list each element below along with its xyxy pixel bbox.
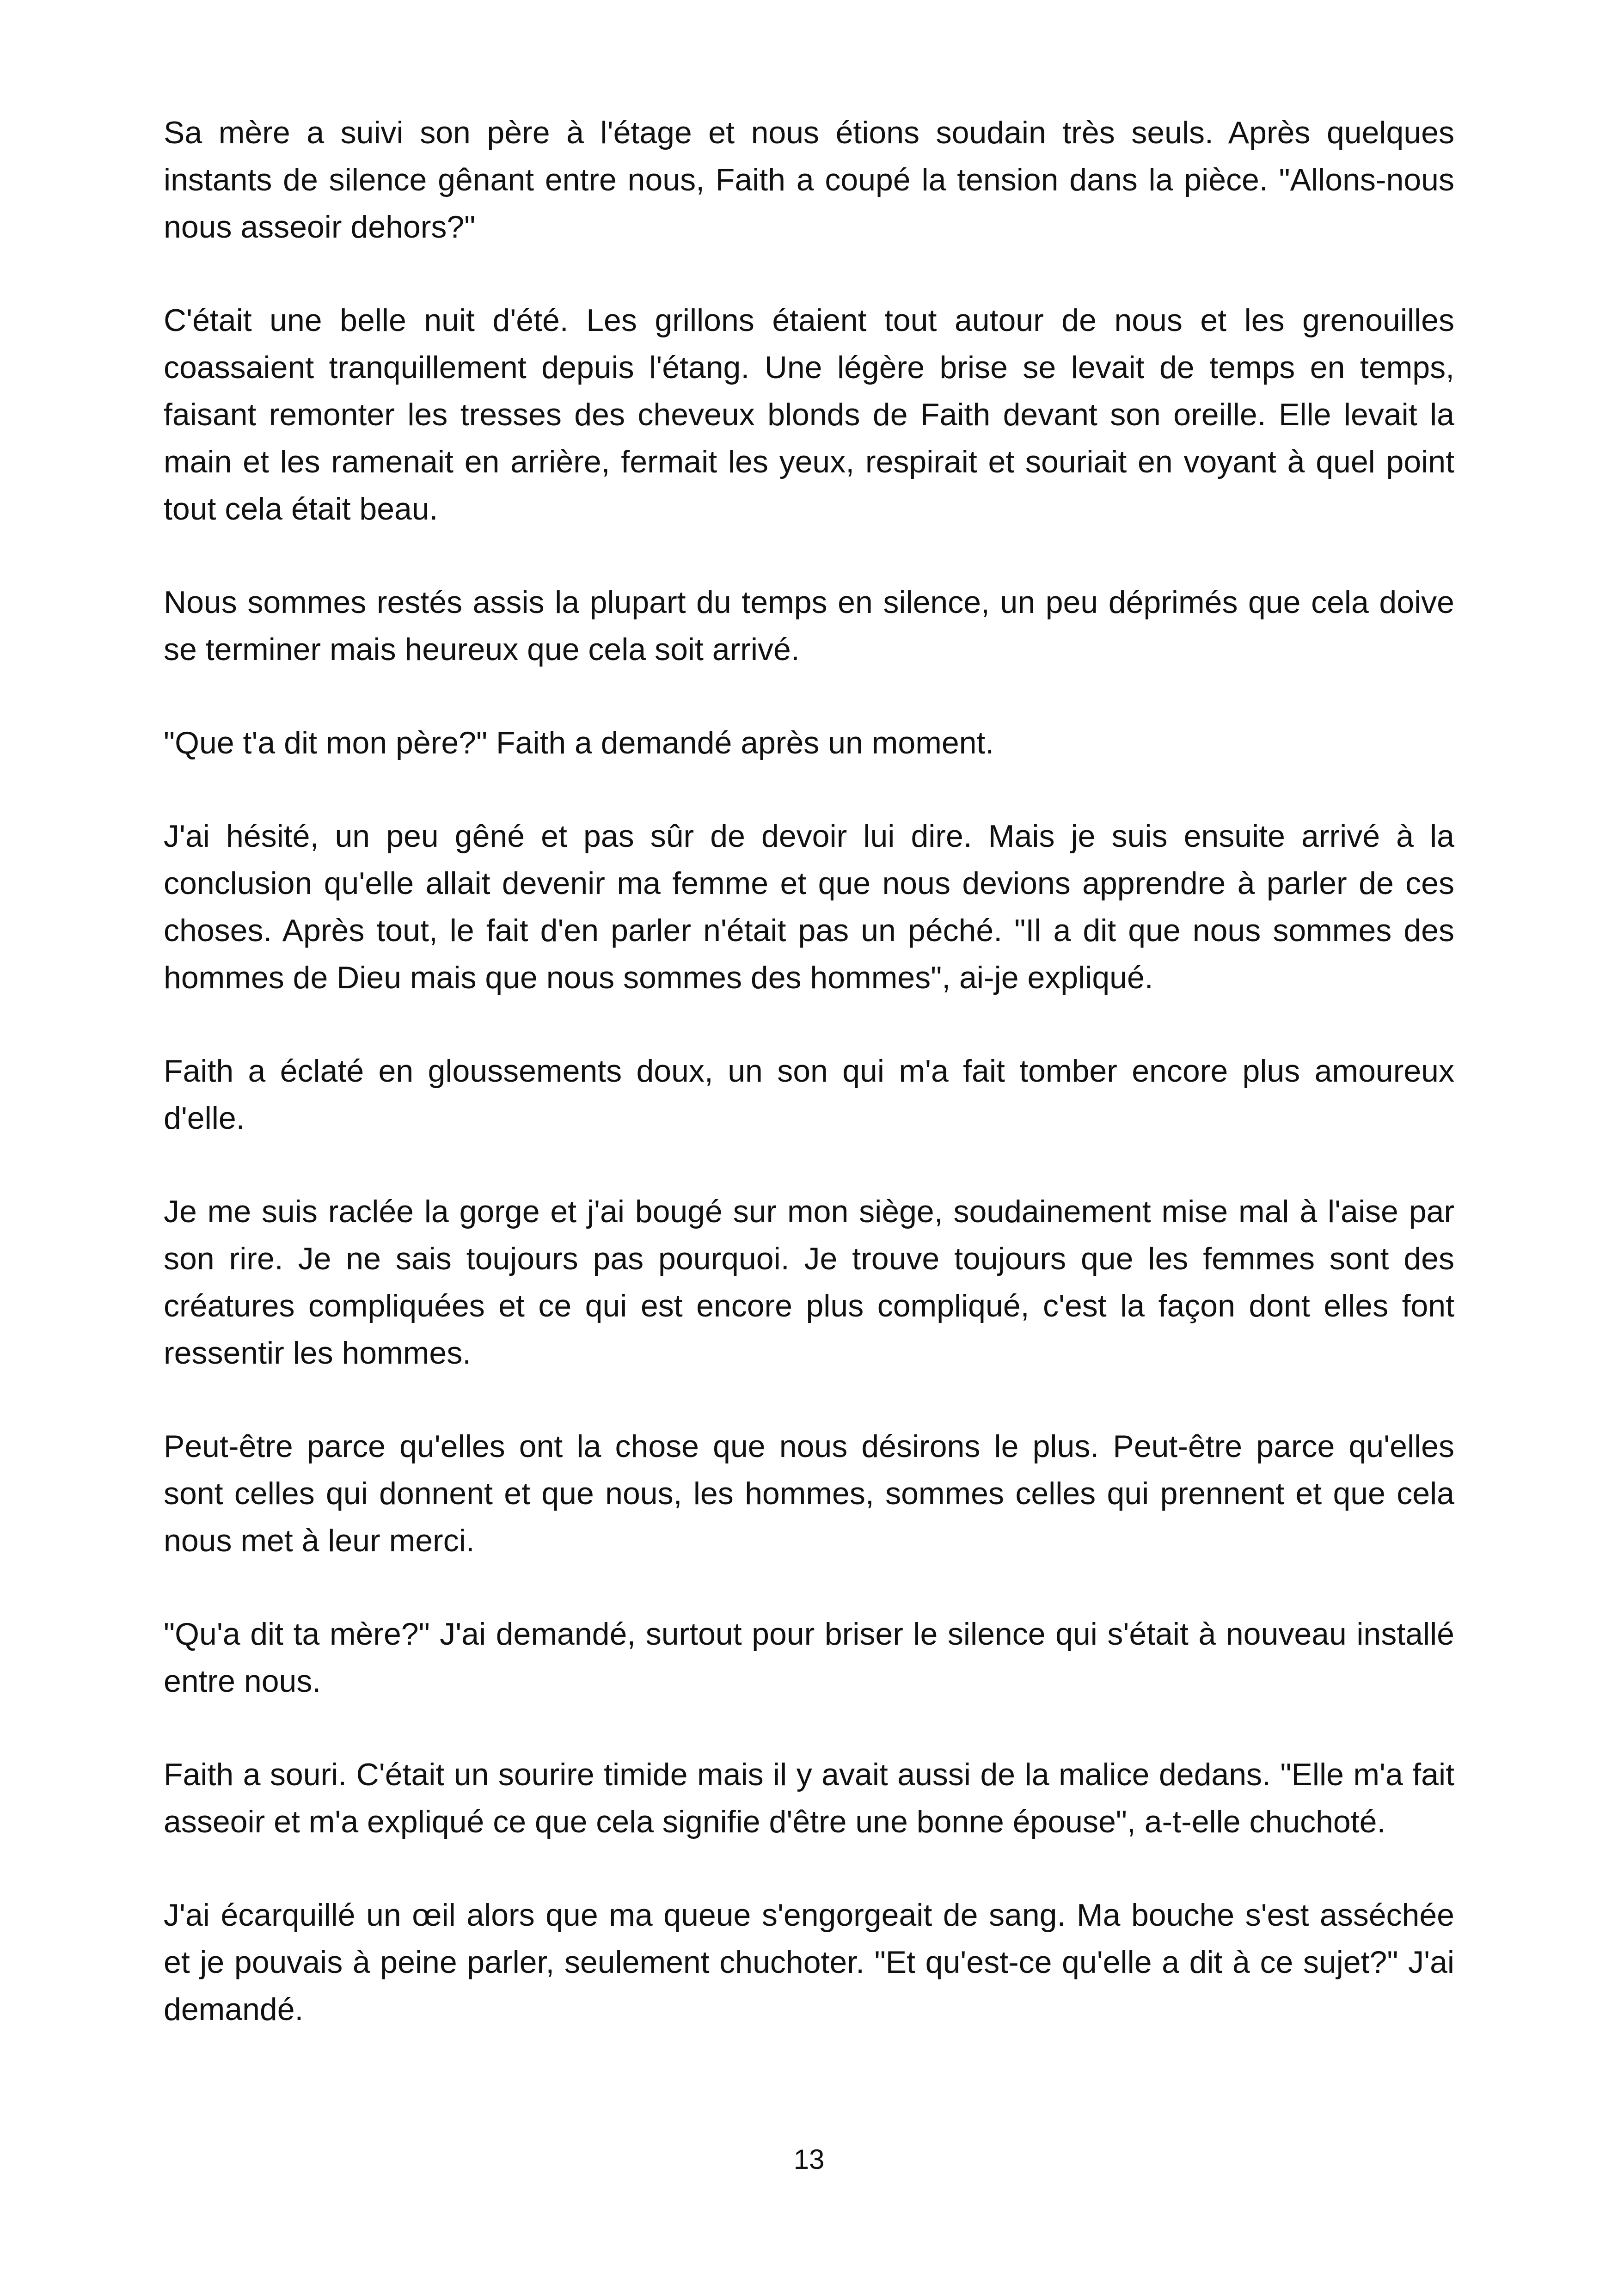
paragraph: "Que t'a dit mon père?" Faith a demandé après un moment.: [164, 725, 994, 760]
paragraph: Peut-être parce qu'elles ont la chose que nous désirons le plus. Peut-être parce qu'elles sont celles qui donnent et que nous, les hommes, sommes celles qui prennent et que cela nous met à leur merci.: [164, 1429, 1454, 1558]
page-number: 13: [793, 2144, 825, 2175]
paragraph: Faith a souri. C'était un sourire timide mais il y avait aussi de la malice dedans. "Elle m'a fait asseoir et m'a expliqué ce que cela signifie d'être une bonne épouse", a-t-elle chuchoté.: [164, 1757, 1454, 1839]
paragraph: J'ai écarquillé un œil alors que ma queue s'engorgeait de sang. Ma bouche s'est asséchée et je pouvais à peine parler, seulement chuchoter. "Et qu'est-ce qu'elle a dit à ce sujet?" J'ai demandé.: [164, 1898, 1454, 2027]
paragraph: Je me suis raclée la gorge et j'ai bougé sur mon siège, soudainement mise mal à l'aise par son rire. Je ne sais toujours pas pourquoi. Je trouve toujours que les femmes sont des créatures compliquées et ce qui est encore plus compliqué, c'est la façon dont elles font ressentir les hommes.: [164, 1194, 1454, 1371]
paragraph: Sa mère a suivi son père à l'étage et nous étions soudain très seuls. Après quelques instants de silence gênant entre nous, Faith a coupé la tension dans la pièce. "Allons-nous nous asseoir dehors?": [164, 115, 1454, 245]
paragraph: C'était une belle nuit d'été. Les grillons étaient tout autour de nous et les grenouilles coassaient tranquillement depuis l'étang. Une légère brise se levait de temps en temps, faisant remonter les tresses des cheveux blonds de Faith devant son oreille. Elle levait la main et les ramenait en arrière, fermait les yeux, respirait et souriait en voyant à quel point tout cela était beau.: [164, 303, 1454, 527]
body-text: [164, 109, 1454, 2033]
paragraph: J'ai hésité, un peu gêné et pas sûr de devoir lui dire. Mais je suis ensuite arrivé à la conclusion qu'elle allait devenir ma femme et que nous devions apprendre à parler de ces choses. Après tout, le fait d'en parler n'était pas un péché. "Il a dit que nous sommes des hommes de Dieu mais que nous sommes des hommes", ai-je expliqué.: [164, 819, 1454, 995]
paragraph: Nous sommes restés assis la plupart du temps en silence, un peu déprimés que cela doive se terminer mais heureux que cela soit arrivé.: [164, 585, 1454, 667]
paragraph: "Qu'a dit ta mère?" J'ai demandé, surtout pour briser le silence qui s'était à nouveau installé entre nous.: [164, 1616, 1454, 1699]
paragraph: Faith a éclaté en gloussements doux, un son qui m'a fait tomber encore plus amoureux d'elle.: [164, 1053, 1454, 1136]
